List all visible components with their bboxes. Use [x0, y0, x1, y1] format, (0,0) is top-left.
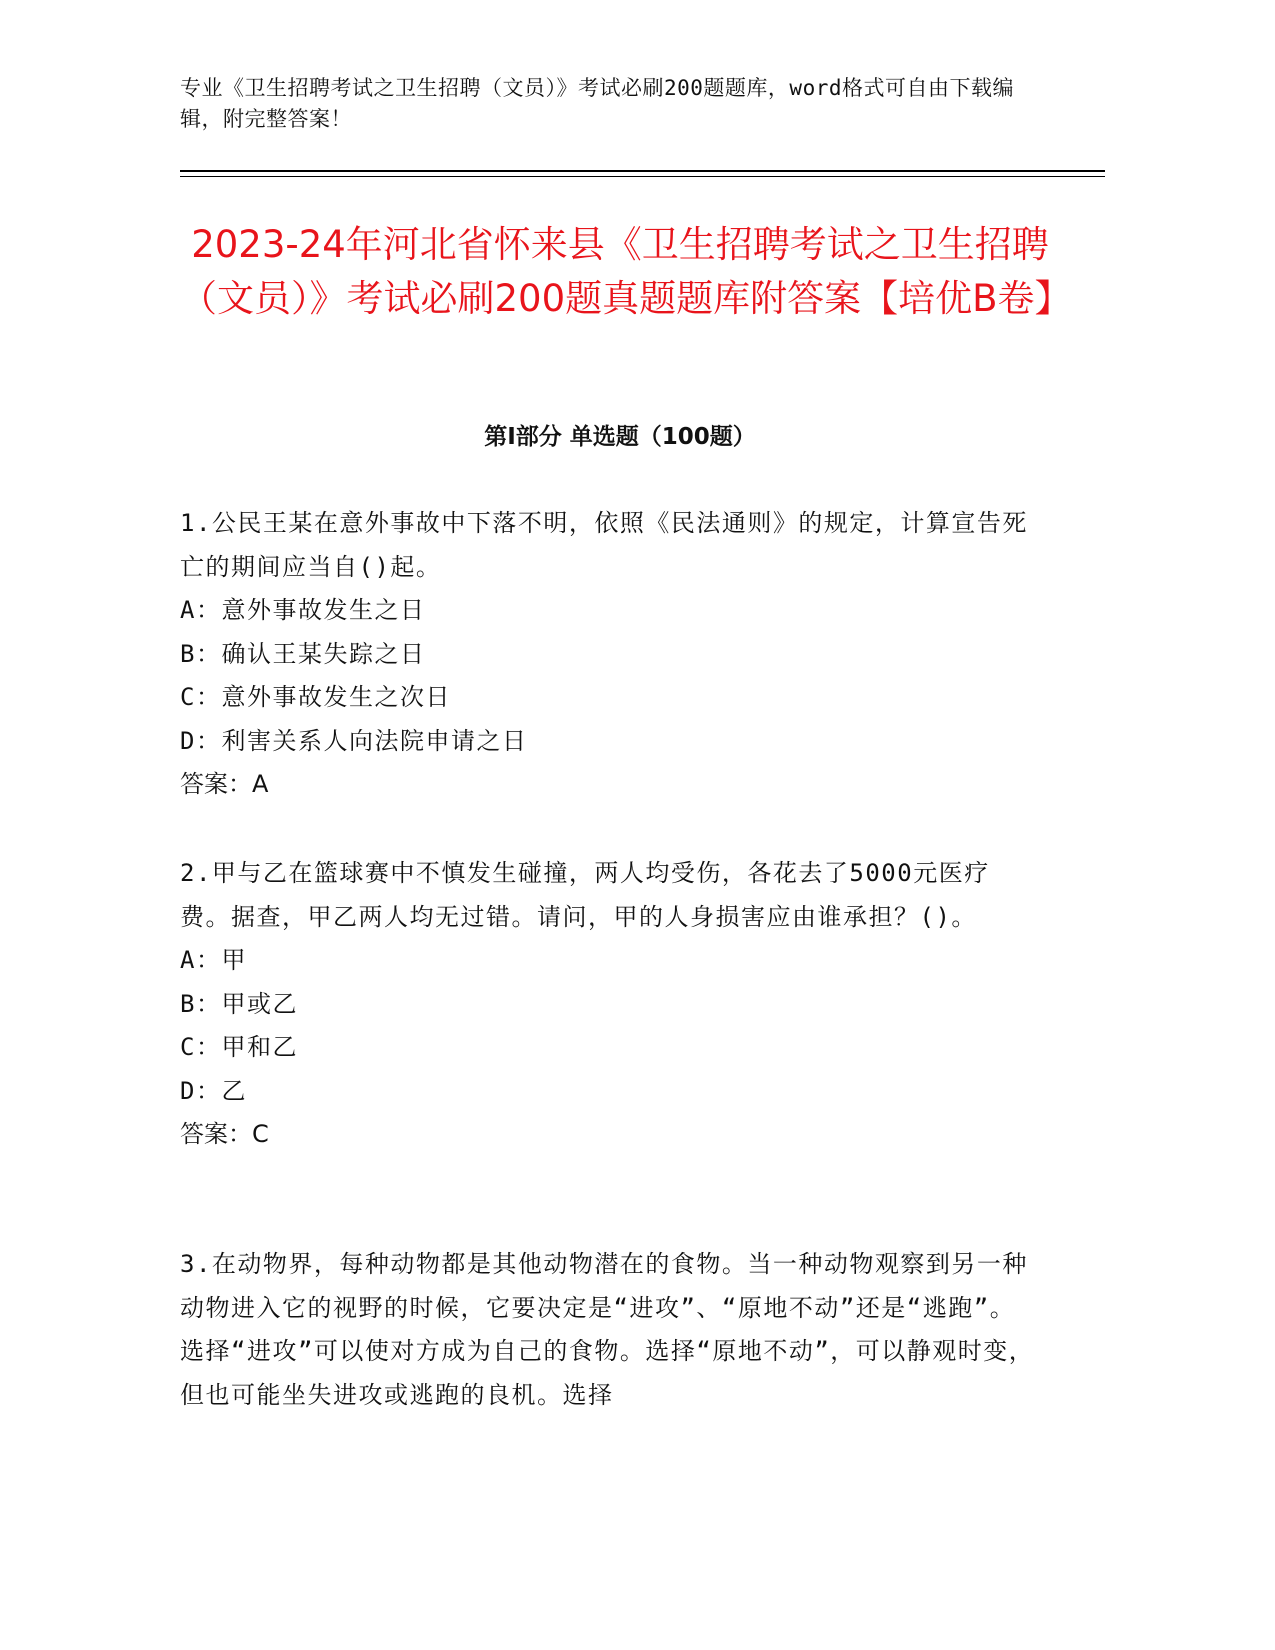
answer-line: 答案：A	[180, 770, 269, 798]
option-d: D：乙	[180, 1076, 247, 1105]
header-divider-thin	[180, 176, 1105, 177]
option-c: C：甲和乙	[180, 1033, 298, 1061]
header-note: 专业《卫生招聘考试之卫生招聘（文员）》考试必刷200题题库，word格式可自由下载编辑，附完整答案！	[180, 76, 1014, 131]
question-1	[180, 502, 1040, 807]
question-3	[180, 1243, 1040, 1417]
option-a: A：甲	[180, 946, 247, 974]
section-title: 第Ⅰ部分 单选题（100题）	[484, 424, 756, 450]
option-b: B：甲或乙	[180, 989, 298, 1018]
question-2	[180, 852, 1040, 1157]
option-d: D：利害关系人向法院申请之日	[180, 726, 528, 755]
question-stem: 1.公民王某在意外事故中下落不明，依照《民法通则》的规定，计算宣告死亡的期间应当自()起。	[180, 509, 1028, 581]
option-b: B：确认王某失踪之日	[180, 639, 426, 668]
header-divider-thick	[180, 170, 1105, 172]
question-stem: 3.在动物界，每种动物都是其他动物潜在的食物。当一种动物观察到另一种动物进入它的视野的时候，它要决定是“进攻”、“原地不动”还是“逃跑”。选择“进攻”可以使对方成为自己的食物。选择“原地不动”，可以静观时变，但也可能坐失进攻或逃跑的良机。选择	[180, 1250, 1035, 1409]
question-stem: 2.甲与乙在篮球赛中不慎发生碰撞，两人均受伤，各花去了5000元医疗费。据查，甲乙两人均无过错。请问，甲的人身损害应由谁承担？()。	[180, 859, 990, 931]
document-title: 2023-24年河北省怀来县《卫生招聘考试之卫生招聘（文员）》考试必刷200题真题题库附答案【培优B卷】	[180, 223, 1072, 320]
option-a: A：意外事故发生之日	[180, 596, 426, 624]
option-c: C：意外事故发生之次日	[180, 683, 451, 711]
answer-line: 答案：C	[180, 1120, 269, 1148]
